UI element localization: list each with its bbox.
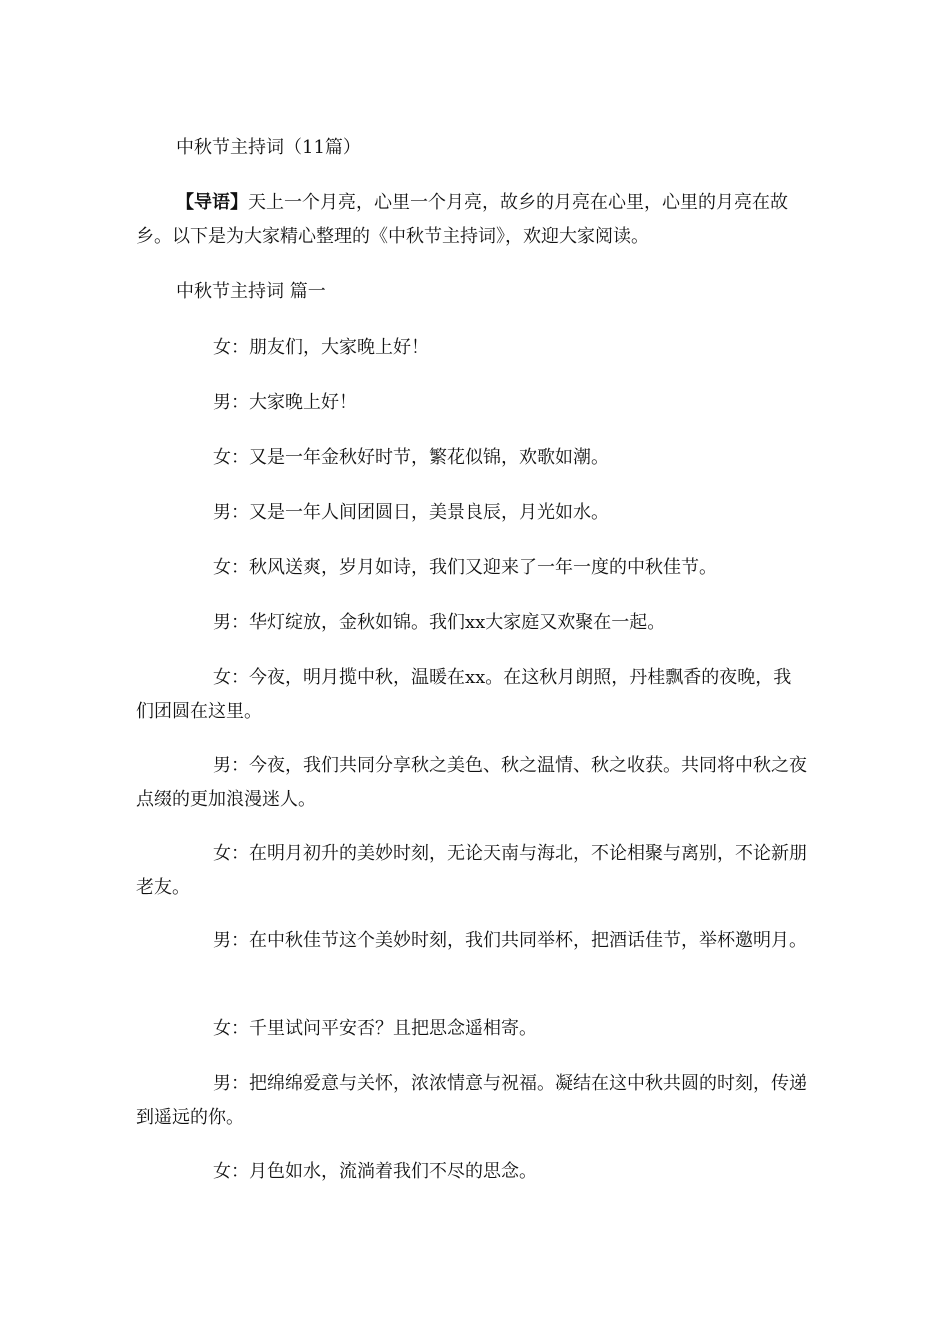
dialogue-line: 男：华灯绽放，金秋如锦。我们xx大家庭又欢聚在一起。 — [213, 612, 666, 633]
dialogue-line: 男：在中秋佳节这个美妙时刻，我们共同举杯，把酒话佳节，举杯邀明月。 — [213, 930, 807, 951]
intro-label: 【导语】 — [176, 192, 248, 213]
dialogue-line: 女：秋风送爽，岁月如诗，我们又迎来了一年一度的中秋佳节。 — [213, 557, 717, 578]
intro-text: 天上一个月亮，心里一个月亮，故乡的月亮在心里，心里的月亮在故乡。以下是为大家精心整理的《中秋节主持词》，欢迎大家阅读。 — [136, 192, 788, 247]
dialogue-line: 男：大家晚上好！ — [213, 392, 357, 413]
dialogue-line: 女：月色如水，流淌着我们不尽的思念。 — [213, 1161, 537, 1182]
dialogue-line: 女：今夜，明月揽中秋，温暖在xx。在这秋月朗照，丹桂飘香的夜晚，我们团圆在这里。 — [136, 667, 792, 722]
intro-paragraph — [136, 186, 808, 254]
dialogue-line: 男：把绵绵爱意与关怀，浓浓情意与祝福。凝结在这中秋共圆的时刻，传递到遥远的你。 — [136, 1073, 807, 1128]
dialogue-line: 女：朋友们，大家晚上好！ — [213, 337, 429, 358]
document-title: 中秋节主持词（11篇） — [176, 137, 361, 158]
dialogue-line: 男：今夜，我们共同分享秋之美色、秋之温情、秋之收获。共同将中秋之夜点缀的更加浪漫迷人。 — [136, 755, 807, 810]
dialogue-line: 男：又是一年人间团圆日，美景良辰，月光如水。 — [213, 502, 609, 523]
dialogue-line: 女：在明月初升的美妙时刻，无论天南与海北，不论相聚与离别，不论新朋老友。 — [136, 843, 807, 898]
dialogue-line: 女：又是一年金秋好时节，繁花似锦，欢歌如潮。 — [213, 447, 609, 468]
section-heading: 中秋节主持词 篇一 — [176, 281, 326, 302]
dialogue-line: 女：千里试问平安否？且把思念遥相寄。 — [213, 1018, 537, 1039]
